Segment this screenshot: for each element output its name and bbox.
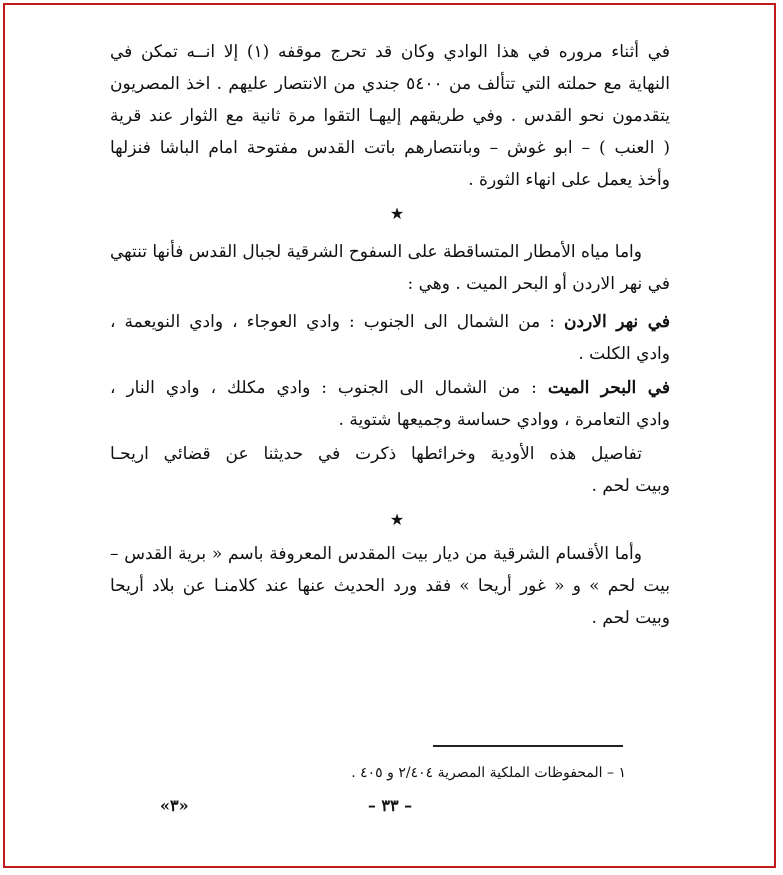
deadsea-heading: في البحر الميت: [547, 378, 671, 398]
deadsea-valleys-line-1: [110, 372, 670, 404]
section-star-separator: ★: [389, 204, 405, 223]
paragraph-1-line-3: يتقدمون نحو القدس . وفي طريقهم إليهـا التقوا مرة ثانية مع الثوار عند قرية: [110, 106, 670, 126]
paragraph-1-line-1: في أثناء مروره في هذا الوادي وكان قد تحرج موقفه (١) إلا انــه تمكن في: [110, 42, 670, 62]
jordan-valleys-line-2: وادي الكلت .: [578, 344, 670, 364]
jordan-valleys-list: : من الشمال الى الجنوب : وادي العوجاء ، وادي النويعمة ،: [110, 312, 564, 332]
jordan-heading: في نهر الاردن: [563, 312, 670, 332]
signature-mark: «٣»: [160, 796, 189, 815]
paragraph-3-line-1: تفاصيل هذه الأودية وخرائطها ذكرت في حديثنا عن قضائي اريحـا: [110, 444, 642, 464]
deadsea-valleys-list: : من الشمال الى الجنوب : وادي مكلك ، وادي النار ،: [110, 378, 548, 398]
paragraph-3-line-2: وبيت لحم .: [591, 476, 670, 496]
deadsea-valleys-line-2: وادي التعامرة ، ووادي حساسة وجميعها شتوية .: [338, 410, 670, 430]
paragraph-1-line-4: ( العنب ) – ابو غوش – وبانتصارهم باتت القدس مفتوحة امام الباشا فنزلها: [110, 138, 670, 158]
page-number: – ٣٣ –: [367, 796, 413, 815]
paragraph-4-line-3: وبيت لحم .: [591, 608, 670, 628]
paragraph-4-line-1: وأما الأقسام الشرقية من ديار بيت المقدس المعروفة باسم « برية القدس –: [110, 544, 642, 564]
section-star-separator-2: ★: [389, 510, 405, 529]
paragraph-1-line-5: وأخذ يعمل على انهاء الثورة .: [468, 170, 670, 190]
jordan-valleys-line-1: [110, 306, 670, 338]
paragraph-4-line-2: بيت لحم » و « غور أريحا » فقد ورد الحديث عنها عند كلامنـا عن بلاد أريحا: [110, 576, 670, 596]
paragraph-1-line-2: النهاية مع حملته التي تتألف من ٥٤٠٠ جندي من الانتصار عليهم . اخذ المصريون: [110, 74, 671, 94]
paragraph-2-line-2: في نهر الاردن أو البحر الميت . وهي :: [407, 274, 670, 294]
footnote-rule: [433, 745, 623, 747]
footnote: ١ – المحفوظات الملكية المصرية ٢/٤٠٤ و ٤٠٥ .: [351, 765, 626, 781]
paragraph-2-line-1: واما مياه الأمطار المتساقطة على السفوح الشرقية لجبال القدس فأنها تنتهي: [109, 242, 642, 262]
